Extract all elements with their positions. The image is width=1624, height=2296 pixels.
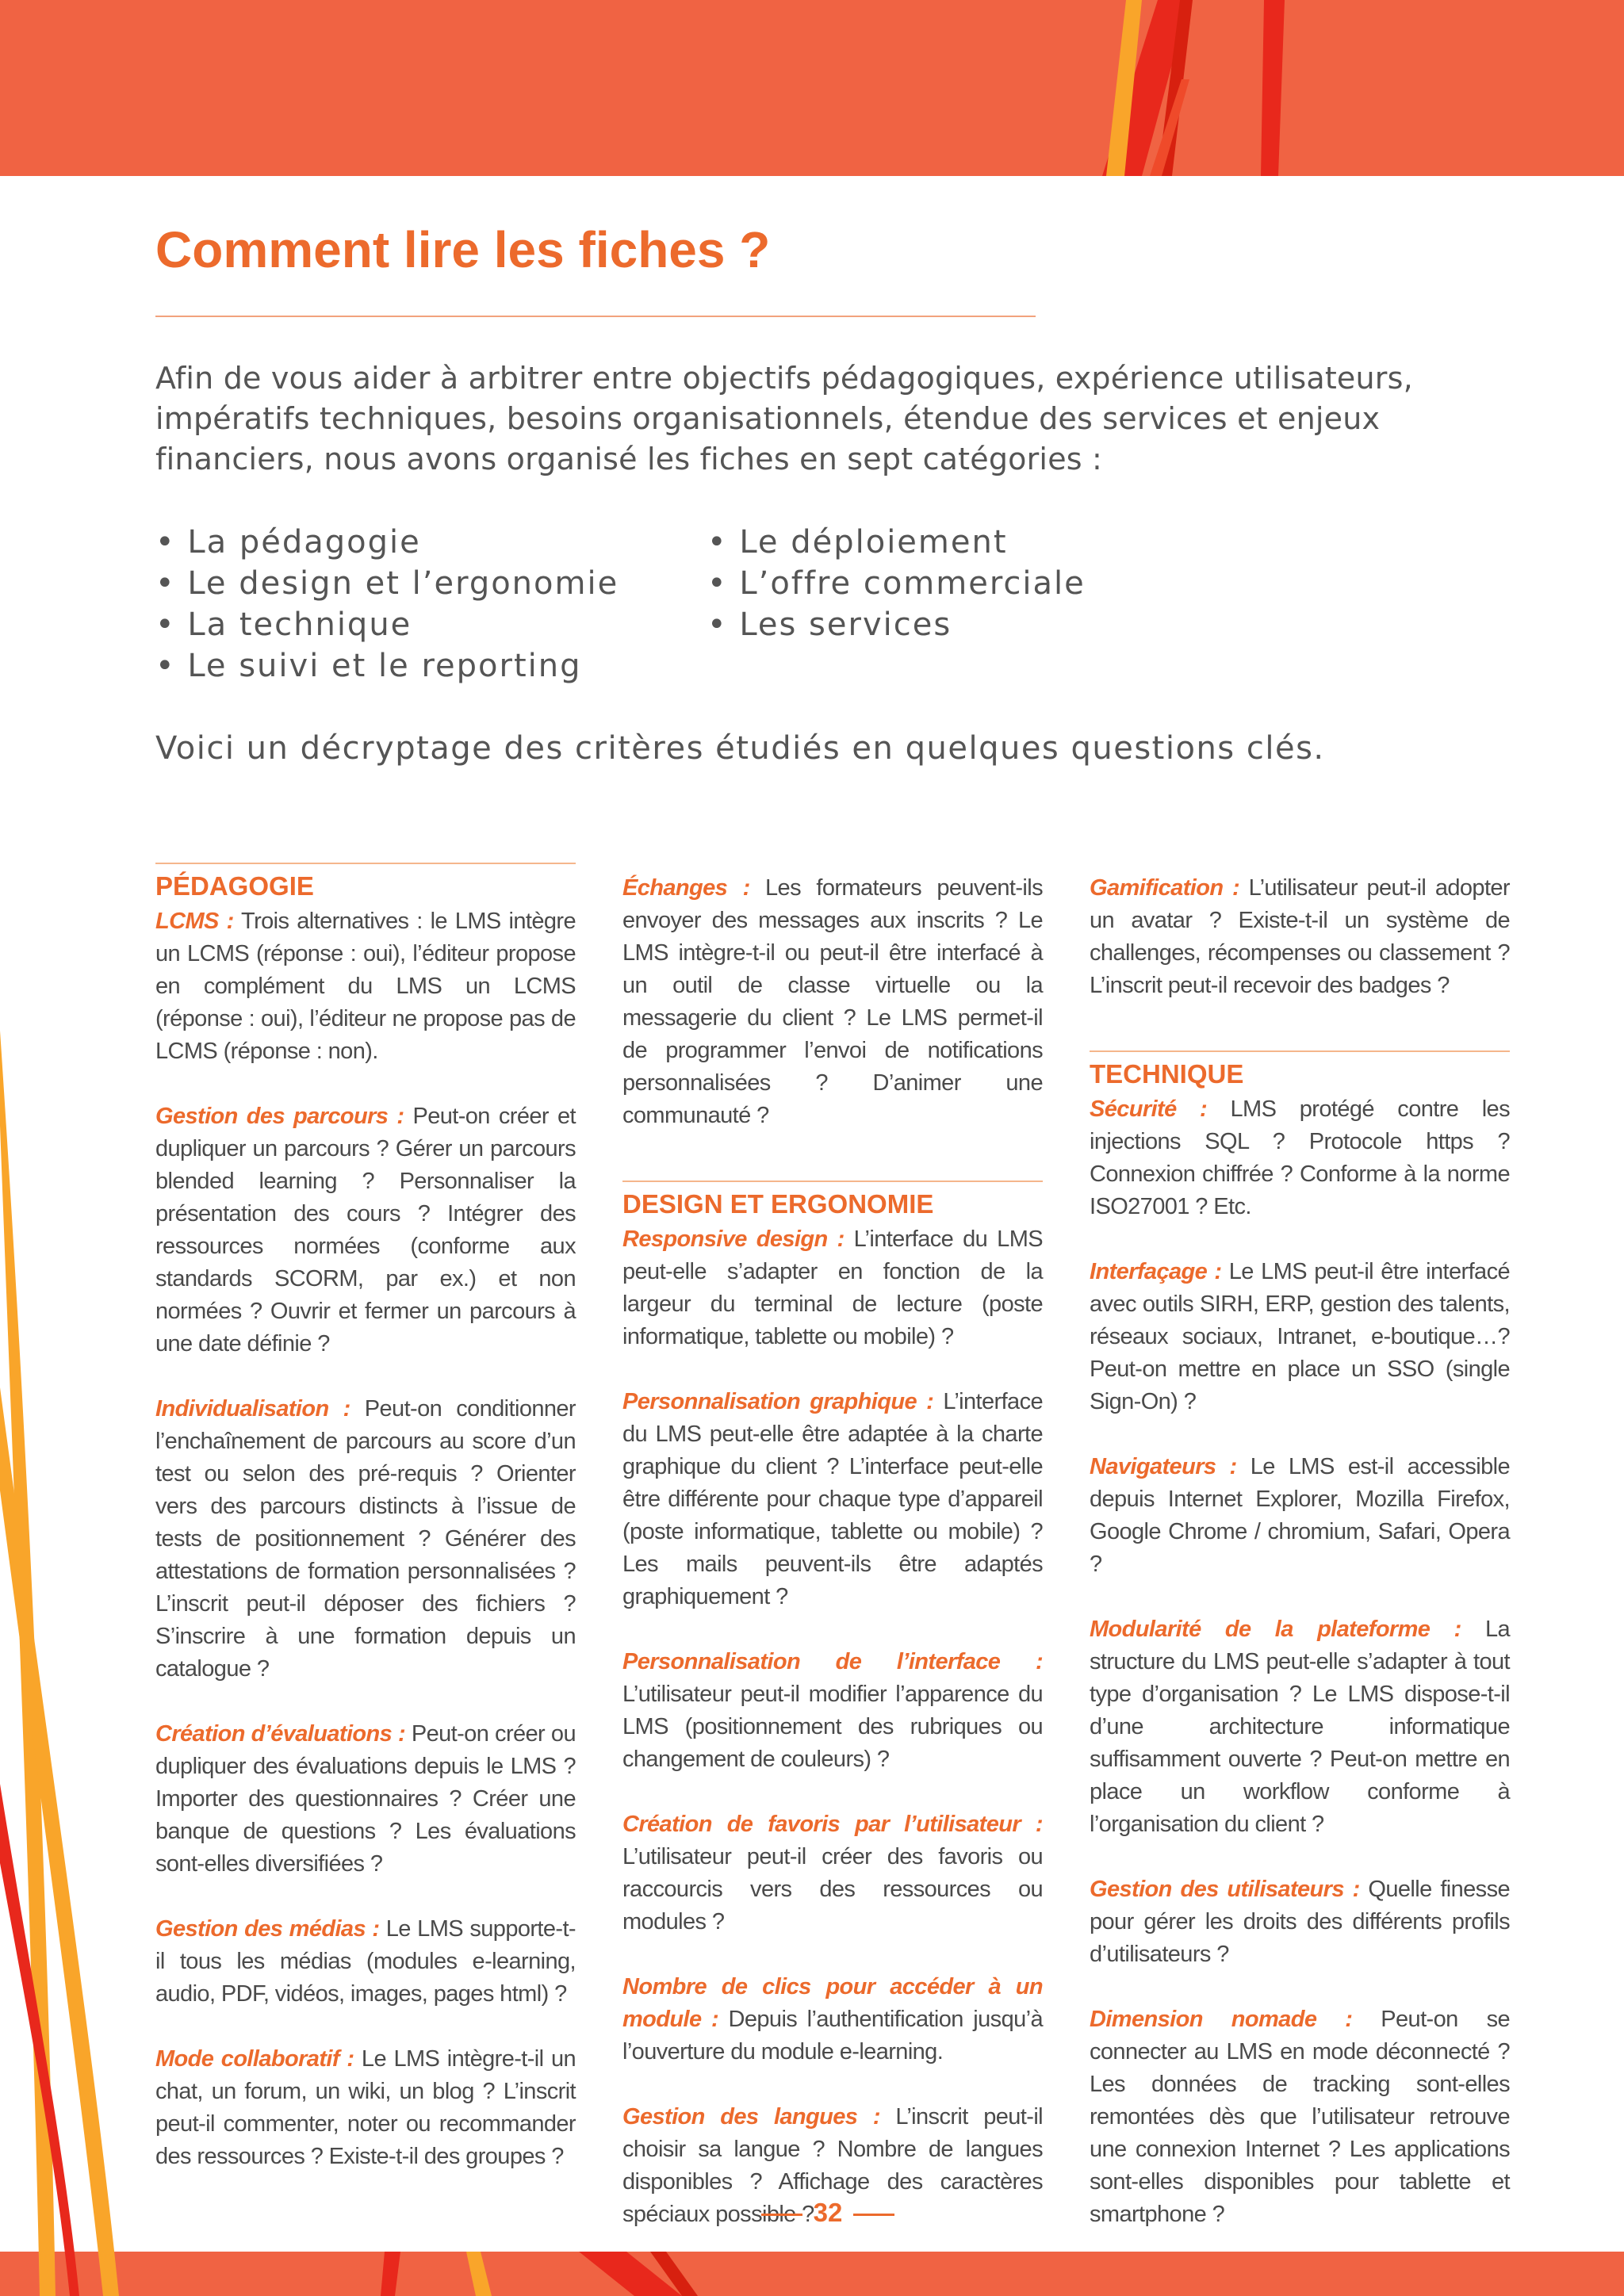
category-item: • Le suivi et le reporting [155, 645, 619, 687]
entry-text: Depuis l’authentification jusqu’à l’ouverture du module e-learning. [622, 2007, 1043, 2064]
entry-securite [1090, 1093, 1510, 1223]
entry-label: Dimension nomade : [1090, 2007, 1353, 2032]
page-title: Comment lire les fiches ? [155, 221, 771, 278]
entry-label: Création de favoris par l’utilisateur : [622, 1812, 1043, 1837]
entry-navigateurs [1090, 1451, 1510, 1581]
entry-text: Peut-on se connecter au LMS en mode déconnecté ? Les données de tracking sont-elles remontées dès que l’utilisateur retrouve une connexion Internet ? Les applications sont-elles disponibles pour tablette et smartphone ? [1090, 2007, 1510, 2227]
entry-dimension-nomade [1090, 2003, 1510, 2231]
category-item: • Le design et l’ergonomie [155, 563, 619, 604]
section-divider [155, 863, 576, 864]
section-title-pedagogie: PÉDAGOGIE [155, 871, 314, 901]
category-item: • L’offre commerciale [707, 563, 1086, 604]
entry-label: Gestion des parcours : [155, 1104, 404, 1129]
top-color-band [0, 0, 1624, 176]
section-divider [1090, 1050, 1510, 1052]
entry-text: L’interface du LMS peut-elle être adaptée à la charte graphique du client ? L’interface peut-elle être différente pour chaque type d’appareil (poste informatique, tablette ou mobile) ? Les mails peuvent-ils être adaptés graphiquement ? [622, 1389, 1043, 1609]
entry-label: Nombre de clics pour accéder à un module : [622, 1974, 1043, 2032]
entry-text: Peut-on créer ou dupliquer des évaluations depuis le LMS ? Importer des questionnaires ? Créer une banque de questions ? Les évaluations sont-elles diversifiées ? [155, 1721, 576, 1877]
left-stripe-yellow-1 [0, 1031, 56, 2296]
entry-gamification [1090, 872, 1510, 1002]
entry-nombre-clics [622, 1971, 1043, 2068]
entry-label: Gestion des langues : [622, 2104, 880, 2130]
column-technique [1090, 863, 1510, 2263]
entry-text: Le LMS est-il accessible depuis Internet Explorer, Mozilla Firefox, Google Chrome / chromium, Safari, Opera ? [1090, 1454, 1510, 1577]
entry-label: Mode collaboratif : [155, 2046, 354, 2072]
entry-label: Échanges : [622, 875, 750, 901]
entry-gestion-medias [155, 1913, 576, 2011]
entry-label: Navigateurs : [1090, 1454, 1237, 1479]
entry-label: Personnalisation graphique : [622, 1389, 934, 1414]
category-item: • Les services [707, 604, 1086, 645]
entry-label: Gamification : [1090, 875, 1240, 901]
left-stripe-yellow-2 [0, 1387, 119, 2296]
entry-text: Peut-on créer et dupliquer un parcours ? Gérer un parcours blended learning ? Personnaliser la présentation des cours ? Intégrer des ressources normées (conforme aux standards SCORM, par ex.) et non normées ? Ouvrir et fermer un parcours à une date définie ? [155, 1104, 576, 1357]
entry-label: Personnalisation de l’interface : [622, 1649, 1043, 1674]
left-stripe-red [0, 1784, 79, 2296]
entry-label: Interfaçage : [1090, 1259, 1222, 1284]
entry-text: Quelle finesse pour gérer les droits des différents profils d’utilisateurs ? [1090, 1877, 1511, 1967]
entry-text: LMS protégé contre les injections SQL ? Protocole https ? Connexion chiffrée ? Conforme à la norme ISO27001 ? Etc. [1090, 1096, 1510, 1219]
entry-gestion-utilisateurs [1090, 1873, 1510, 1971]
entry-text: La structure du LMS peut-elle s’adapter à tout type d’organisation ? Le LMS dispose-t-il d’une architecture informatique suffisamment ouverte ? Peut-on mettre en place un workflow conforme à l’organisation du client ? [1090, 1617, 1511, 1837]
column-design [622, 863, 1043, 2263]
section-title-technique: TECHNIQUE [1090, 1059, 1244, 1089]
category-item: • La technique [155, 604, 619, 645]
entry-label: Individualisation : [155, 1396, 350, 1422]
entry-mode-collaboratif [155, 2043, 576, 2173]
entry-lcms [155, 905, 576, 1068]
entry-label: Responsive design : [622, 1226, 845, 1252]
category-list-right [707, 522, 1086, 645]
entry-label: Gestion des médias : [155, 1916, 380, 1942]
section-title-design: DESIGN ET ERGONOMIE [622, 1189, 934, 1219]
entry-label: Sécurité : [1090, 1096, 1208, 1122]
entry-text: Le LMS supporte-t-il tous les médias (modules e-learning, audio, PDF, vidéos, images, pages html) ? [155, 1916, 576, 2007]
entry-label: Création d’évaluations : [155, 1721, 406, 1747]
section-divider [622, 1181, 1043, 1182]
entry-label: LCMS : [155, 909, 234, 934]
entry-personnalisation-interface [622, 1646, 1043, 1776]
entry-individualisation [155, 1393, 576, 1686]
entry-gestion-parcours [155, 1100, 576, 1360]
category-item: • Le déploiement [707, 522, 1086, 563]
entry-creation-favoris [622, 1808, 1043, 1938]
column-pedagogie [155, 863, 576, 2206]
entry-modularite [1090, 1613, 1510, 1841]
entry-text: L’interface du LMS peut-elle s’adapter en fonction de la largeur du terminal de lecture (poste informatique, tablette ou mobile) ? [622, 1226, 1043, 1349]
entry-text: L’inscrit peut-il choisir sa langue ? Nombre de langues disponibles ? Affichage des caractères spéciaux possible ? [622, 2104, 1044, 2227]
outro-sentence: Voici un décryptage des critères étudiés en quelques questions clés. [155, 730, 1325, 767]
entry-personnalisation-graphique [622, 1386, 1043, 1613]
entry-text: L’utilisateur peut-il modifier l’apparence du LMS (positionnement des rubriques ou changement de couleurs) ? [622, 1682, 1043, 1772]
entry-interfacage [1090, 1256, 1510, 1418]
title-divider [155, 316, 1036, 317]
section-gap [622, 1165, 1043, 1181]
section-gap [1090, 1035, 1510, 1050]
entry-responsive-design [622, 1223, 1043, 1353]
entry-text: L’utilisateur peut-il adopter un avatar ? Existe-t-il un système de challenges, récompenses ou classement ? L’inscrit peut-il recevoir des badges ? [1090, 875, 1510, 998]
category-item: • La pédagogie [155, 522, 619, 563]
entry-label: Gestion des utilisateurs : [1090, 1877, 1360, 1902]
entry-text: Trois alternatives : le LMS intègre un LCMS (réponse : oui), l’éditeur propose en complément du LMS un LCMS (réponse : oui), l’éditeur ne propose pas de LCMS (réponse : non). [155, 909, 576, 1064]
entry-text: Le LMS intègre-t-il un chat, un forum, un wiki, un blog ? L’inscrit peut-il commenter, noter ou recommander des ressources ? Existe-t-il des groupes ? [155, 2046, 576, 2169]
page-number: 32 [749, 2198, 907, 2228]
entry-label: Modularité de la plateforme : [1090, 1617, 1461, 1642]
entry-creation-evaluations [155, 1718, 576, 1881]
category-list-left [155, 522, 619, 687]
entry-text: L’utilisateur peut-il créer des favoris ou raccourcis vers des ressources ou modules ? [622, 1844, 1043, 1934]
entry-echanges [622, 872, 1043, 1132]
entry-text: Peut-on conditionner l’enchaînement de parcours au score d’un test ou selon des pré-requis ? Orienter vers des parcours distincts à l’issue de tests de positionnement ? Générer des attestations de formation personnalisées ? L’inscrit peut-il déposer des fichiers ? S’inscrire à une formation depuis un catalogue ? [155, 1396, 576, 1682]
entry-text: Les formateurs peuvent-ils envoyer des messages aux inscrits ? Le LMS intègre-t-il ou peut-il être interfacé à un outil de classe virtuelle ou la messagerie du client ? Le LMS permet-il de programmer l’envoi de notifications personnalisées ? D’animer une communauté ? [622, 875, 1043, 1128]
entry-text: Le LMS peut-il être interfacé avec outils SIRH, ERP, gestion des talents, réseaux sociaux, Intranet, e-boutique…? Peut-on mettre en place un SSO (single Sign-On) ? [1090, 1259, 1510, 1414]
intro-paragraph: Afin de vous aider à arbitrer entre objectifs pédagogiques, expérience utilisateurs, impératifs techniques, besoins organisationnels, étendue des services et enjeux financiers, nous avons organisé les fiches en sept catégories : [155, 361, 1413, 476]
